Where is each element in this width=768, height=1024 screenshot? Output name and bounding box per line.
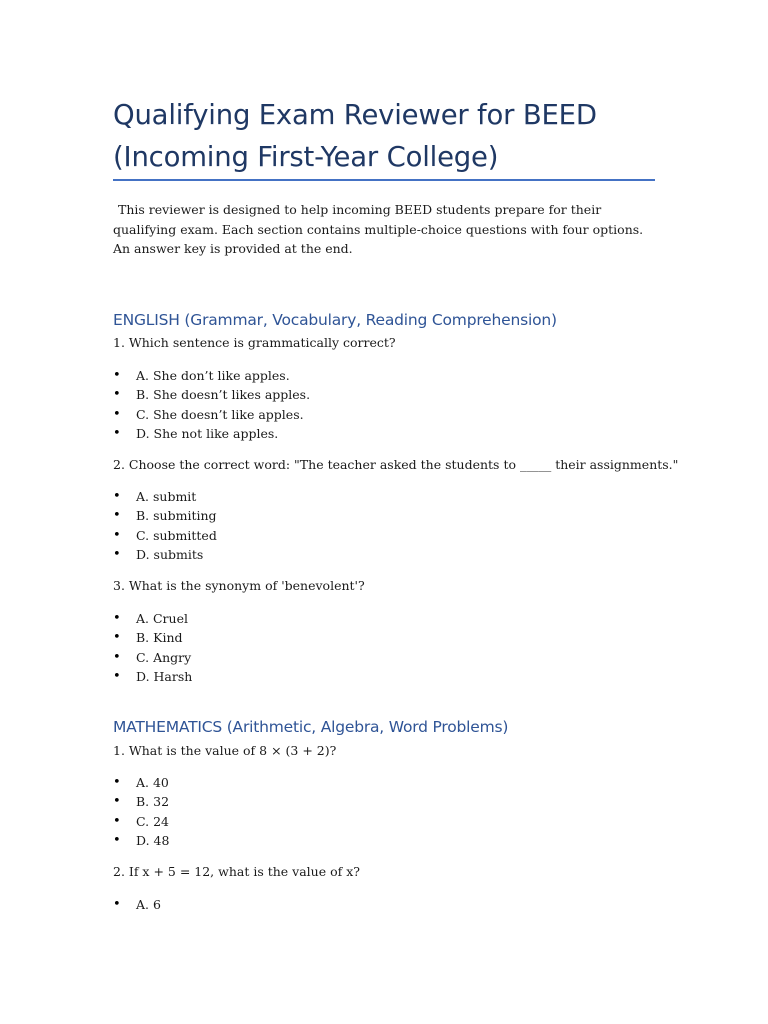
option-text: B. submiting [136, 508, 217, 524]
math-question-1: 1. What is the value of 8 × (3 + 2)? [113, 743, 337, 758]
bullet-icon: • [113, 794, 121, 810]
bullet-icon: • [113, 406, 121, 422]
option-text: A. 40 [136, 775, 169, 790]
bullet-icon: • [113, 508, 121, 524]
english-question-3: 3. What is the synonym of 'benevolent'? [113, 578, 365, 593]
english-question-2-options [113, 487, 217, 564]
english-question-3-options [113, 609, 192, 686]
bullet-icon: • [113, 897, 121, 912]
option-item [113, 773, 169, 792]
option-item [113, 526, 217, 545]
bullet-icon: • [113, 668, 121, 684]
section-heading-mathematics: MATHEMATICS (Arithmetic, Algebra, Word Problems) [113, 718, 509, 736]
english-question-1-options [113, 366, 310, 443]
bullet-icon: • [113, 630, 121, 646]
option-item [113, 424, 310, 443]
option-text: D. Harsh [136, 668, 193, 684]
math-question-2: 2. If x + 5 = 12, what is the value of x? [113, 864, 360, 879]
option-item [113, 405, 310, 424]
option-text: A. submit [136, 489, 197, 504]
document-title [113, 94, 673, 178]
bullet-icon: • [113, 649, 121, 665]
option-text: A. 6 [136, 897, 161, 912]
bullet-icon: • [113, 611, 121, 626]
option-text: C. submitted [136, 527, 217, 543]
bullet-icon: • [113, 425, 121, 441]
option-text: C. She doesn’t like apples. [136, 406, 304, 422]
title-line-2: (Incoming First-Year College) [113, 141, 499, 173]
title-line-1: Qualifying Exam Reviewer for BEED [113, 99, 597, 131]
option-text: A. Cruel [136, 611, 188, 626]
option-item [113, 667, 192, 686]
option-item [113, 831, 169, 850]
option-text: D. submits [136, 546, 204, 562]
option-item [113, 895, 161, 914]
bullet-icon: • [113, 527, 121, 543]
bullet-icon: • [113, 813, 121, 829]
option-item [113, 506, 217, 525]
option-item [113, 792, 169, 811]
option-item [113, 487, 217, 506]
english-question-1: 1. Which sentence is grammatically correct? [113, 335, 396, 350]
title-underline-rule [113, 179, 655, 181]
intro-paragraph: This reviewer is designed to help incoming BEED students prepare for their qualifying exam. Each section contains multiple-choice questions with four options. An answer key is provided at the end. [113, 202, 644, 256]
option-item [113, 812, 169, 831]
bullet-icon: • [113, 546, 121, 562]
option-item [113, 366, 310, 385]
option-text: D. 48 [136, 832, 170, 848]
bullet-icon: • [113, 489, 121, 504]
option-item [113, 628, 192, 647]
option-item [113, 648, 192, 667]
option-text: A. She don’t like apples. [136, 368, 290, 383]
option-text: C. Angry [136, 649, 192, 665]
english-question-2: 2. Choose the correct word: "The teacher asked the students to _____ their assignments." [113, 457, 679, 472]
math-question-2-options [113, 895, 161, 914]
math-question-1-options [113, 773, 169, 850]
bullet-icon: • [113, 387, 121, 403]
option-item [113, 609, 192, 628]
option-text: B. Kind [136, 630, 183, 646]
option-text: C. 24 [136, 813, 169, 829]
bullet-icon: • [113, 368, 121, 383]
bullet-icon: • [113, 775, 121, 790]
option-text: B. She doesn’t likes apples. [136, 387, 311, 403]
option-item [113, 385, 310, 404]
section-heading-english: ENGLISH (Grammar, Vocabulary, Reading Comprehension) [113, 311, 557, 329]
option-item [113, 545, 217, 564]
option-text: D. She not like apples. [136, 425, 279, 441]
option-text: B. 32 [136, 794, 170, 810]
bullet-icon: • [113, 832, 121, 848]
